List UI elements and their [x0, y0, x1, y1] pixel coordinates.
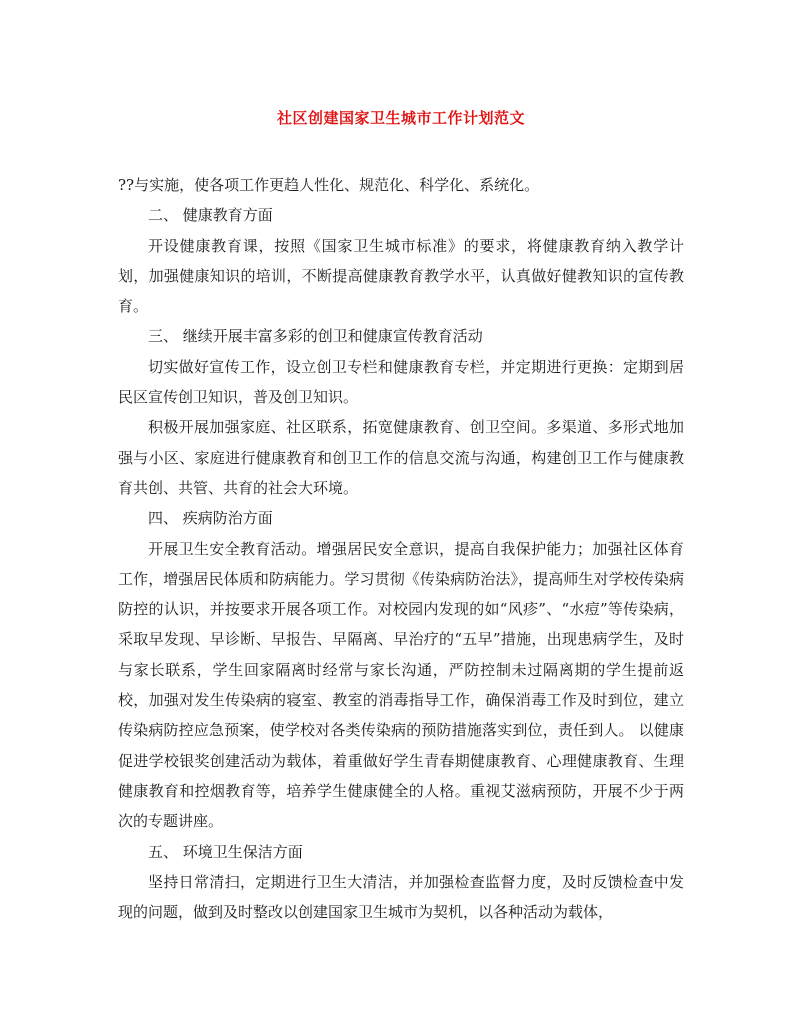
paragraph-continuation: ??与实施，使各项工作更趋人性化、规范化、科学化、系统化。	[118, 176, 540, 194]
section-heading-environment-hygiene: 五、 环境卫生保洁方面	[148, 842, 303, 861]
paragraph-environment-hygiene: 坚持日常清扫，定期进行卫生大清洁，并加强检查监督力度，及时反馈检查中发现的问题，做到及时整改以创建国家卫生城市为契机，以各种活动为载体，	[118, 872, 684, 922]
section-heading-health-education: 二、 健康教育方面	[148, 206, 273, 225]
paragraph-publicity-work: 切实做好宣传工作，设立创卫专栏和健康教育专栏，并定期进行更换：定期到居民区宣传创卫知识，普及创卫知识。	[118, 357, 684, 407]
document-body	[118, 170, 684, 927]
paragraph-disease-prevention: 开展卫生安全教育活动。增强居民安全意识，提高自我保护能力；加强社区体育工作，增强居民体质和防病能力。学习贯彻《传染病防治法》，提高师生对学校传染病防控的认识，并按要求开展各项工作。对校园内发现的如“风疹”、“水痘”等传染病，采取早发现、早诊断、早报告、早隔离、早治疗的“五早”措施，出现患病学生，及时与家长联系，学生回家隔离时经常与家长沟通，严防控制未过隔离期的学生提前返校，加强对发生传染病的寝室、教室的消毒指导工作，确保消毒工作及时到位，建立传染病防控应急预案，使学校对各类传染病的预防措施落实到位，责任到人。 以健康促进学校银奖创建活动为载体，着重做好学生青春期健康教育、心理健康教育、生理健康教育和控烟教育等，培养学生健康健全的人格。重视艾滋病预防，开展不少于两次的专题讲座。	[118, 539, 684, 831]
section-heading-publicity-activities: 三、 继续开展丰富多彩的创卫和健康宣传教育活动	[148, 327, 483, 346]
document-title: 社区创建国家卫生城市工作计划范文	[276, 109, 525, 127]
section-heading-disease-prevention: 四、 疾病防治方面	[148, 509, 273, 528]
paragraph-health-education: 开设健康教育课，按照《国家卫生城市标准》的要求，将健康教育纳入教学计划，加强健康知识的培训，不断提高健康教育教学水平，认真做好健教知识的宣传教育。	[118, 236, 684, 316]
paragraph-community-links: 积极开展加强家庭、社区联系，拓宽健康教育、创卫空间。多渠道、多形式地加强与小区、家庭进行健康教育和创卫工作的信息交流与沟通，构建创卫工作与健康教育共创、共管、共育的社会大环境。	[118, 418, 684, 497]
